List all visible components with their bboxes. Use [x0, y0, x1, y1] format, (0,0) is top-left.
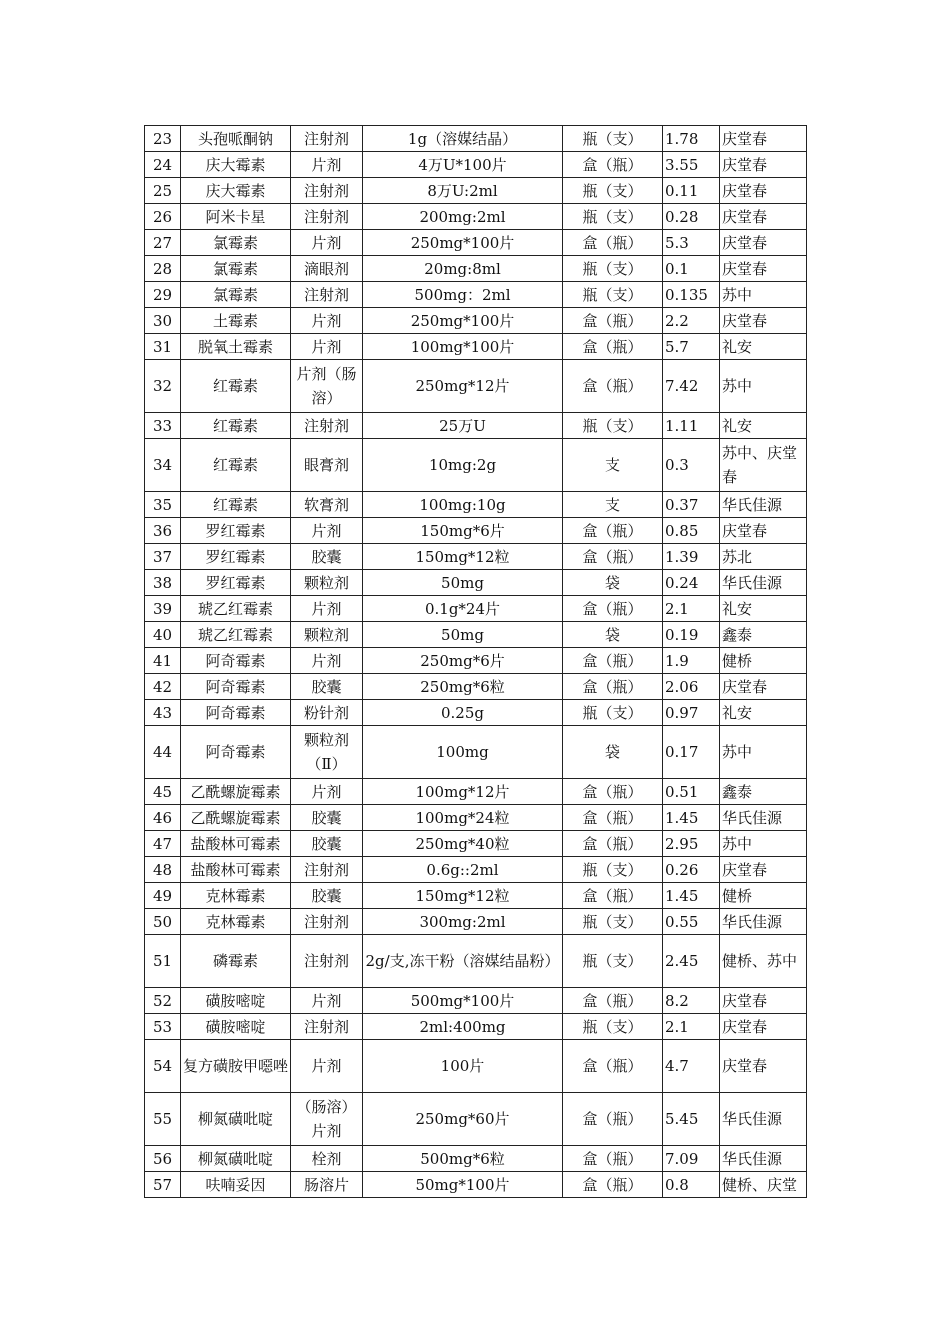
- specification-cell: 100片: [363, 1040, 563, 1093]
- drug-price-table: [144, 125, 807, 1198]
- specification-cell: 1g（溶媒结晶）: [363, 126, 563, 152]
- table-row: [145, 857, 807, 883]
- package-unit-cell: 瓶（支）: [563, 126, 663, 152]
- drug-name-cell: 土霉素: [181, 308, 291, 334]
- row-number-cell: 44: [145, 726, 181, 779]
- drug-name-cell: 红霉素: [181, 439, 291, 492]
- row-number-cell: 39: [145, 596, 181, 622]
- package-unit-cell: 盒（瓶）: [563, 648, 663, 674]
- supplier-cell: 礼安: [720, 596, 807, 622]
- dosage-form-cell: 注射剂: [291, 909, 363, 935]
- specification-cell: 500mg：2ml: [363, 282, 563, 308]
- table-row: [145, 282, 807, 308]
- package-unit-cell: 盒（瓶）: [563, 1146, 663, 1172]
- supplier-cell: 庆堂春: [720, 1040, 807, 1093]
- unit-price-cell: 0.135: [663, 282, 720, 308]
- row-number-cell: 49: [145, 883, 181, 909]
- specification-cell: 20mg:8ml: [363, 256, 563, 282]
- package-unit-cell: 盒（瓶）: [563, 518, 663, 544]
- specification-cell: 50mg*100片: [363, 1172, 563, 1198]
- supplier-cell: 庆堂春: [720, 857, 807, 883]
- table-row: [145, 360, 807, 413]
- package-unit-cell: 盒（瓶）: [563, 805, 663, 831]
- dosage-form-cell: 滴眼剂: [291, 256, 363, 282]
- specification-cell: 150mg*6片: [363, 518, 563, 544]
- dosage-form-cell: 注射剂: [291, 126, 363, 152]
- unit-price-cell: 2.1: [663, 596, 720, 622]
- specification-cell: 100mg: [363, 726, 563, 779]
- supplier-cell: 礼安: [720, 700, 807, 726]
- table-row: [145, 622, 807, 648]
- drug-name-cell: 阿奇霉素: [181, 648, 291, 674]
- dosage-form-cell: 注射剂: [291, 857, 363, 883]
- table-row: [145, 308, 807, 334]
- dosage-form-cell: 注射剂: [291, 1014, 363, 1040]
- unit-price-cell: 0.24: [663, 570, 720, 596]
- supplier-cell: 庆堂春: [720, 518, 807, 544]
- table-row: [145, 178, 807, 204]
- package-unit-cell: 盒（瓶）: [563, 596, 663, 622]
- unit-price-cell: 0.8: [663, 1172, 720, 1198]
- row-number-cell: 52: [145, 988, 181, 1014]
- supplier-cell: 苏中: [720, 726, 807, 779]
- supplier-cell: 苏北: [720, 544, 807, 570]
- drug-name-cell: 氯霉素: [181, 256, 291, 282]
- specification-cell: 300mg:2ml: [363, 909, 563, 935]
- package-unit-cell: 盒（瓶）: [563, 1093, 663, 1146]
- unit-price-cell: 5.7: [663, 334, 720, 360]
- supplier-cell: 鑫泰: [720, 779, 807, 805]
- dosage-form-cell: 胶囊: [291, 831, 363, 857]
- row-number-cell: 46: [145, 805, 181, 831]
- dosage-form-cell: 注射剂: [291, 935, 363, 988]
- unit-price-cell: 3.55: [663, 152, 720, 178]
- unit-price-cell: 7.42: [663, 360, 720, 413]
- dosage-form-cell: 片剂: [291, 334, 363, 360]
- supplier-cell: 庆堂春: [720, 230, 807, 256]
- row-number-cell: 32: [145, 360, 181, 413]
- drug-name-cell: 氯霉素: [181, 282, 291, 308]
- package-unit-cell: 盒（瓶）: [563, 988, 663, 1014]
- dosage-form-cell: 片剂: [291, 596, 363, 622]
- unit-price-cell: 4.7: [663, 1040, 720, 1093]
- row-number-cell: 24: [145, 152, 181, 178]
- table-row: [145, 1146, 807, 1172]
- supplier-cell: 华氏佳源: [720, 570, 807, 596]
- specification-cell: 100mg*100片: [363, 334, 563, 360]
- unit-price-cell: 5.3: [663, 230, 720, 256]
- row-number-cell: 54: [145, 1040, 181, 1093]
- specification-cell: 150mg*12粒: [363, 544, 563, 570]
- drug-name-cell: 磺胺嘧啶: [181, 988, 291, 1014]
- table-row: [145, 831, 807, 857]
- table-row: [145, 1014, 807, 1040]
- table-row: [145, 518, 807, 544]
- table-row: [145, 439, 807, 492]
- table-row: [145, 1172, 807, 1198]
- dosage-form-cell: 胶囊: [291, 805, 363, 831]
- table-row: [145, 700, 807, 726]
- supplier-cell: 苏中、庆堂春: [720, 439, 807, 492]
- unit-price-cell: 0.17: [663, 726, 720, 779]
- row-number-cell: 35: [145, 492, 181, 518]
- row-number-cell: 51: [145, 935, 181, 988]
- supplier-cell: 庆堂春: [720, 308, 807, 334]
- specification-cell: 2g/支,冻干粉（溶媒结晶粉）: [363, 935, 563, 988]
- table-row: [145, 935, 807, 988]
- package-unit-cell: 袋: [563, 622, 663, 648]
- row-number-cell: 25: [145, 178, 181, 204]
- specification-cell: 250mg*6粒: [363, 674, 563, 700]
- dosage-form-cell: 眼膏剂: [291, 439, 363, 492]
- unit-price-cell: 0.19: [663, 622, 720, 648]
- table-row: [145, 648, 807, 674]
- row-number-cell: 40: [145, 622, 181, 648]
- specification-cell: 0.25g: [363, 700, 563, 726]
- drug-name-cell: 阿奇霉素: [181, 700, 291, 726]
- table-row: [145, 570, 807, 596]
- row-number-cell: 27: [145, 230, 181, 256]
- drug-name-cell: 磺胺嘧啶: [181, 1014, 291, 1040]
- table-row: [145, 726, 807, 779]
- table-row: [145, 126, 807, 152]
- dosage-form-cell: 片剂: [291, 988, 363, 1014]
- supplier-cell: 庆堂春: [720, 178, 807, 204]
- unit-price-cell: 0.37: [663, 492, 720, 518]
- dosage-form-cell: 栓剂: [291, 1146, 363, 1172]
- package-unit-cell: 袋: [563, 726, 663, 779]
- supplier-cell: 礼安: [720, 413, 807, 439]
- unit-price-cell: 7.09: [663, 1146, 720, 1172]
- drug-name-cell: 罗红霉素: [181, 570, 291, 596]
- supplier-cell: 庆堂春: [720, 126, 807, 152]
- supplier-cell: 庆堂春: [720, 204, 807, 230]
- specification-cell: 250mg*100片: [363, 308, 563, 334]
- package-unit-cell: 盒（瓶）: [563, 230, 663, 256]
- package-unit-cell: 瓶（支）: [563, 935, 663, 988]
- supplier-cell: 华氏佳源: [720, 492, 807, 518]
- supplier-cell: 礼安: [720, 334, 807, 360]
- specification-cell: 4万U*100片: [363, 152, 563, 178]
- table-row: [145, 1040, 807, 1093]
- row-number-cell: 33: [145, 413, 181, 439]
- dosage-form-cell: 注射剂: [291, 204, 363, 230]
- specification-cell: 100mg*12片: [363, 779, 563, 805]
- specification-cell: 100mg*24粒: [363, 805, 563, 831]
- package-unit-cell: 盒（瓶）: [563, 883, 663, 909]
- dosage-form-cell: 胶囊: [291, 883, 363, 909]
- package-unit-cell: 瓶（支）: [563, 178, 663, 204]
- package-unit-cell: 支: [563, 492, 663, 518]
- unit-price-cell: 0.3: [663, 439, 720, 492]
- row-number-cell: 42: [145, 674, 181, 700]
- package-unit-cell: 盒（瓶）: [563, 1040, 663, 1093]
- table-row: [145, 988, 807, 1014]
- row-number-cell: 37: [145, 544, 181, 570]
- dosage-form-cell: 片剂: [291, 230, 363, 256]
- row-number-cell: 29: [145, 282, 181, 308]
- unit-price-cell: 0.51: [663, 779, 720, 805]
- dosage-form-cell: 胶囊: [291, 674, 363, 700]
- unit-price-cell: 0.28: [663, 204, 720, 230]
- row-number-cell: 36: [145, 518, 181, 544]
- package-unit-cell: 盒（瓶）: [563, 152, 663, 178]
- row-number-cell: 50: [145, 909, 181, 935]
- specification-cell: 2ml:400mg: [363, 1014, 563, 1040]
- unit-price-cell: 0.1: [663, 256, 720, 282]
- supplier-cell: 苏中: [720, 282, 807, 308]
- row-number-cell: 28: [145, 256, 181, 282]
- supplier-cell: 华氏佳源: [720, 909, 807, 935]
- package-unit-cell: 盒（瓶）: [563, 360, 663, 413]
- unit-price-cell: 0.26: [663, 857, 720, 883]
- package-unit-cell: 瓶（支）: [563, 700, 663, 726]
- table-row: [145, 413, 807, 439]
- supplier-cell: 庆堂春: [720, 1014, 807, 1040]
- row-number-cell: 41: [145, 648, 181, 674]
- dosage-form-cell: 粉针剂: [291, 700, 363, 726]
- dosage-form-cell: 片剂: [291, 648, 363, 674]
- supplier-cell: 庆堂春: [720, 256, 807, 282]
- table-row: [145, 674, 807, 700]
- drug-name-cell: 盐酸林可霉素: [181, 857, 291, 883]
- dosage-form-cell: 片剂: [291, 152, 363, 178]
- package-unit-cell: 盒（瓶）: [563, 1172, 663, 1198]
- specification-cell: 150mg*12粒: [363, 883, 563, 909]
- row-number-cell: 34: [145, 439, 181, 492]
- specification-cell: 100mg:10g: [363, 492, 563, 518]
- row-number-cell: 56: [145, 1146, 181, 1172]
- row-number-cell: 55: [145, 1093, 181, 1146]
- dosage-form-cell: 胶囊: [291, 544, 363, 570]
- supplier-cell: 苏中: [720, 831, 807, 857]
- unit-price-cell: 0.97: [663, 700, 720, 726]
- specification-cell: 0.1g*24片: [363, 596, 563, 622]
- unit-price-cell: 1.45: [663, 883, 720, 909]
- row-number-cell: 31: [145, 334, 181, 360]
- drug-name-cell: 克林霉素: [181, 883, 291, 909]
- drug-name-cell: 乙酰螺旋霉素: [181, 779, 291, 805]
- table-row: [145, 909, 807, 935]
- drug-name-cell: 红霉素: [181, 360, 291, 413]
- dosage-form-cell: 片剂: [291, 779, 363, 805]
- package-unit-cell: 盒（瓶）: [563, 831, 663, 857]
- drug-name-cell: 乙酰螺旋霉素: [181, 805, 291, 831]
- table-row: [145, 334, 807, 360]
- dosage-form-cell: 注射剂: [291, 282, 363, 308]
- drug-name-cell: 琥乙红霉素: [181, 622, 291, 648]
- unit-price-cell: 1.9: [663, 648, 720, 674]
- unit-price-cell: 2.2: [663, 308, 720, 334]
- drug-name-cell: 脱氧土霉素: [181, 334, 291, 360]
- package-unit-cell: 瓶（支）: [563, 282, 663, 308]
- drug-name-cell: 复方磺胺甲噁唑: [181, 1040, 291, 1093]
- drug-name-cell: 庆大霉素: [181, 152, 291, 178]
- package-unit-cell: 瓶（支）: [563, 909, 663, 935]
- drug-name-cell: 柳氮磺吡啶: [181, 1093, 291, 1146]
- supplier-cell: 华氏佳源: [720, 805, 807, 831]
- package-unit-cell: 瓶（支）: [563, 256, 663, 282]
- dosage-form-cell: 颗粒剂: [291, 622, 363, 648]
- drug-name-cell: 庆大霉素: [181, 178, 291, 204]
- row-number-cell: 26: [145, 204, 181, 230]
- drug-name-cell: 克林霉素: [181, 909, 291, 935]
- drug-name-cell: 红霉素: [181, 492, 291, 518]
- package-unit-cell: 盒（瓶）: [563, 674, 663, 700]
- specification-cell: 250mg*60片: [363, 1093, 563, 1146]
- dosage-form-cell: 片剂（肠溶）: [291, 360, 363, 413]
- dosage-form-cell: 片剂: [291, 518, 363, 544]
- table-row: [145, 230, 807, 256]
- unit-price-cell: 8.2: [663, 988, 720, 1014]
- supplier-cell: 华氏佳源: [720, 1146, 807, 1172]
- supplier-cell: 苏中: [720, 360, 807, 413]
- unit-price-cell: 2.45: [663, 935, 720, 988]
- dosage-form-cell: 注射剂: [291, 413, 363, 439]
- row-number-cell: 53: [145, 1014, 181, 1040]
- table-row: [145, 805, 807, 831]
- drug-name-cell: 氯霉素: [181, 230, 291, 256]
- drug-name-cell: 罗红霉素: [181, 518, 291, 544]
- unit-price-cell: 1.45: [663, 805, 720, 831]
- package-unit-cell: 盒（瓶）: [563, 308, 663, 334]
- table-row: [145, 544, 807, 570]
- supplier-cell: 庆堂春: [720, 988, 807, 1014]
- unit-price-cell: 1.39: [663, 544, 720, 570]
- package-unit-cell: 盒（瓶）: [563, 334, 663, 360]
- specification-cell: 250mg*6片: [363, 648, 563, 674]
- package-unit-cell: 瓶（支）: [563, 204, 663, 230]
- drug-name-cell: 柳氮磺吡啶: [181, 1146, 291, 1172]
- specification-cell: 8万U:2ml: [363, 178, 563, 204]
- drug-name-cell: 盐酸林可霉素: [181, 831, 291, 857]
- drug-name-cell: 阿米卡星: [181, 204, 291, 230]
- drug-name-cell: 头孢哌酮钠: [181, 126, 291, 152]
- row-number-cell: 23: [145, 126, 181, 152]
- row-number-cell: 38: [145, 570, 181, 596]
- supplier-cell: 庆堂春: [720, 674, 807, 700]
- row-number-cell: 48: [145, 857, 181, 883]
- dosage-form-cell: 片剂: [291, 1040, 363, 1093]
- package-unit-cell: 瓶（支）: [563, 857, 663, 883]
- specification-cell: 250mg*100片: [363, 230, 563, 256]
- specification-cell: 200mg:2ml: [363, 204, 563, 230]
- table-body: [145, 126, 807, 1198]
- unit-price-cell: 5.45: [663, 1093, 720, 1146]
- specification-cell: 250mg*12片: [363, 360, 563, 413]
- specification-cell: 250mg*40粒: [363, 831, 563, 857]
- table-row: [145, 1093, 807, 1146]
- unit-price-cell: 1.11: [663, 413, 720, 439]
- drug-name-cell: 阿奇霉素: [181, 674, 291, 700]
- specification-cell: 0.6g::2ml: [363, 857, 563, 883]
- package-unit-cell: 盒（瓶）: [563, 544, 663, 570]
- unit-price-cell: 2.06: [663, 674, 720, 700]
- table-row: [145, 596, 807, 622]
- drug-name-cell: 磷霉素: [181, 935, 291, 988]
- supplier-cell: 健桥、苏中: [720, 935, 807, 988]
- dosage-form-cell: 颗粒剂: [291, 570, 363, 596]
- dosage-form-cell: 肠溶片: [291, 1172, 363, 1198]
- dosage-form-cell: （肠溶）片剂: [291, 1093, 363, 1146]
- row-number-cell: 30: [145, 308, 181, 334]
- dosage-form-cell: 注射剂: [291, 178, 363, 204]
- dosage-form-cell: 片剂: [291, 308, 363, 334]
- package-unit-cell: 盒（瓶）: [563, 779, 663, 805]
- supplier-cell: 健桥、庆堂: [720, 1172, 807, 1198]
- drug-name-cell: 呋喃妥因: [181, 1172, 291, 1198]
- unit-price-cell: 2.1: [663, 1014, 720, 1040]
- package-unit-cell: 瓶（支）: [563, 413, 663, 439]
- supplier-cell: 庆堂春: [720, 152, 807, 178]
- specification-cell: 50mg: [363, 570, 563, 596]
- package-unit-cell: 袋: [563, 570, 663, 596]
- specification-cell: 50mg: [363, 622, 563, 648]
- row-number-cell: 43: [145, 700, 181, 726]
- table-row: [145, 256, 807, 282]
- row-number-cell: 57: [145, 1172, 181, 1198]
- specification-cell: 25万U: [363, 413, 563, 439]
- table-row: [145, 492, 807, 518]
- package-unit-cell: 瓶（支）: [563, 1014, 663, 1040]
- supplier-cell: 健桥: [720, 648, 807, 674]
- table-row: [145, 204, 807, 230]
- drug-name-cell: 琥乙红霉素: [181, 596, 291, 622]
- row-number-cell: 47: [145, 831, 181, 857]
- table-row: [145, 779, 807, 805]
- supplier-cell: 华氏佳源: [720, 1093, 807, 1146]
- unit-price-cell: 0.55: [663, 909, 720, 935]
- specification-cell: 500mg*100片: [363, 988, 563, 1014]
- unit-price-cell: 0.85: [663, 518, 720, 544]
- package-unit-cell: 支: [563, 439, 663, 492]
- unit-price-cell: 0.11: [663, 178, 720, 204]
- dosage-form-cell: 软膏剂: [291, 492, 363, 518]
- drug-name-cell: 红霉素: [181, 413, 291, 439]
- supplier-cell: 健桥: [720, 883, 807, 909]
- row-number-cell: 45: [145, 779, 181, 805]
- drug-name-cell: 阿奇霉素: [181, 726, 291, 779]
- drug-name-cell: 罗红霉素: [181, 544, 291, 570]
- table-row: [145, 152, 807, 178]
- dosage-form-cell: 颗粒剂（Ⅱ）: [291, 726, 363, 779]
- specification-cell: 10mg:2g: [363, 439, 563, 492]
- unit-price-cell: 1.78: [663, 126, 720, 152]
- specification-cell: 500mg*6粒: [363, 1146, 563, 1172]
- table-row: [145, 883, 807, 909]
- supplier-cell: 鑫泰: [720, 622, 807, 648]
- unit-price-cell: 2.95: [663, 831, 720, 857]
